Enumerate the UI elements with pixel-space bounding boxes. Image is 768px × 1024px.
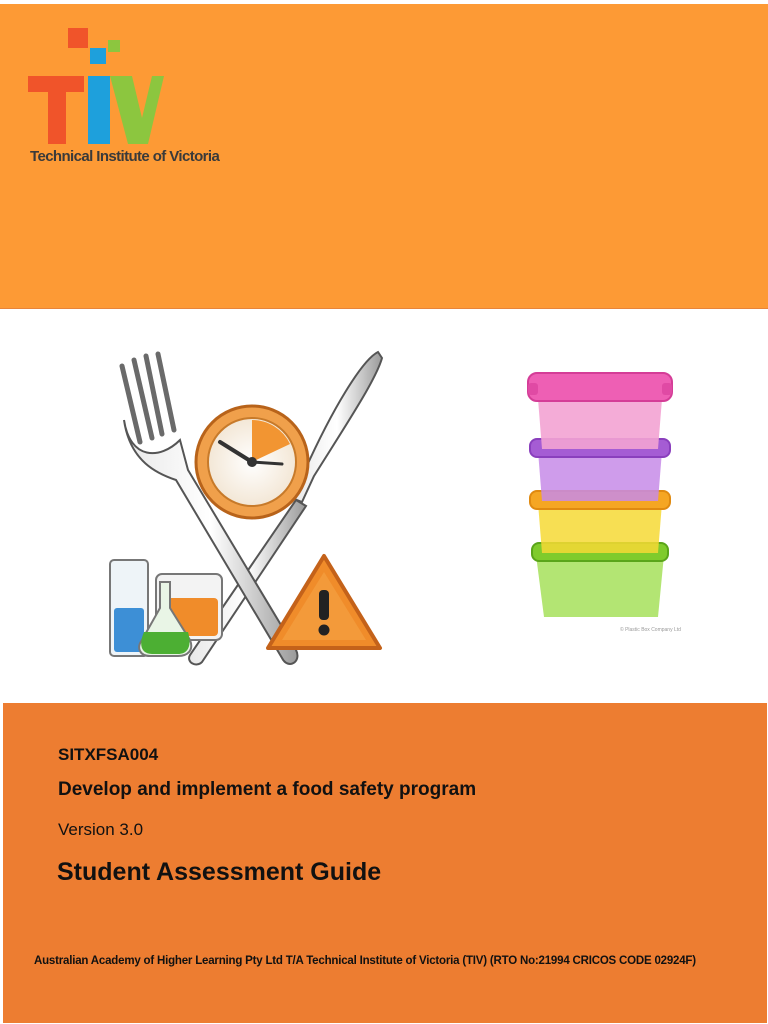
logo-caption: Technical Institute of Victoria [30,148,220,165]
tiv-logo [28,26,248,176]
clock-icon [196,406,308,518]
illustration-area [0,310,768,702]
warning-icon [268,556,380,648]
food-safety-icon [100,350,390,670]
unit-title: Develop and implement a food safety program [58,779,477,800]
institution-footer: Australian Academy of Higher Learning Pty Ltd T/A Technical Institute of Victoria (TIV) (RTO No:21994 CRICOS CODE 02924F) [34,955,696,967]
version-label: Version 3.0 [58,820,144,839]
food-containers-photo [520,365,680,635]
container-pink [528,373,672,449]
container-green [532,543,668,617]
photo-credit: © Plastic Box Company Ltd [620,627,681,633]
cover-title-band [3,703,767,1023]
document-title: Student Assessment Guide [57,858,382,886]
unit-code: SITXFSA004 [58,745,159,764]
header-band [0,4,768,309]
tiv-logo-mark [28,26,168,148]
